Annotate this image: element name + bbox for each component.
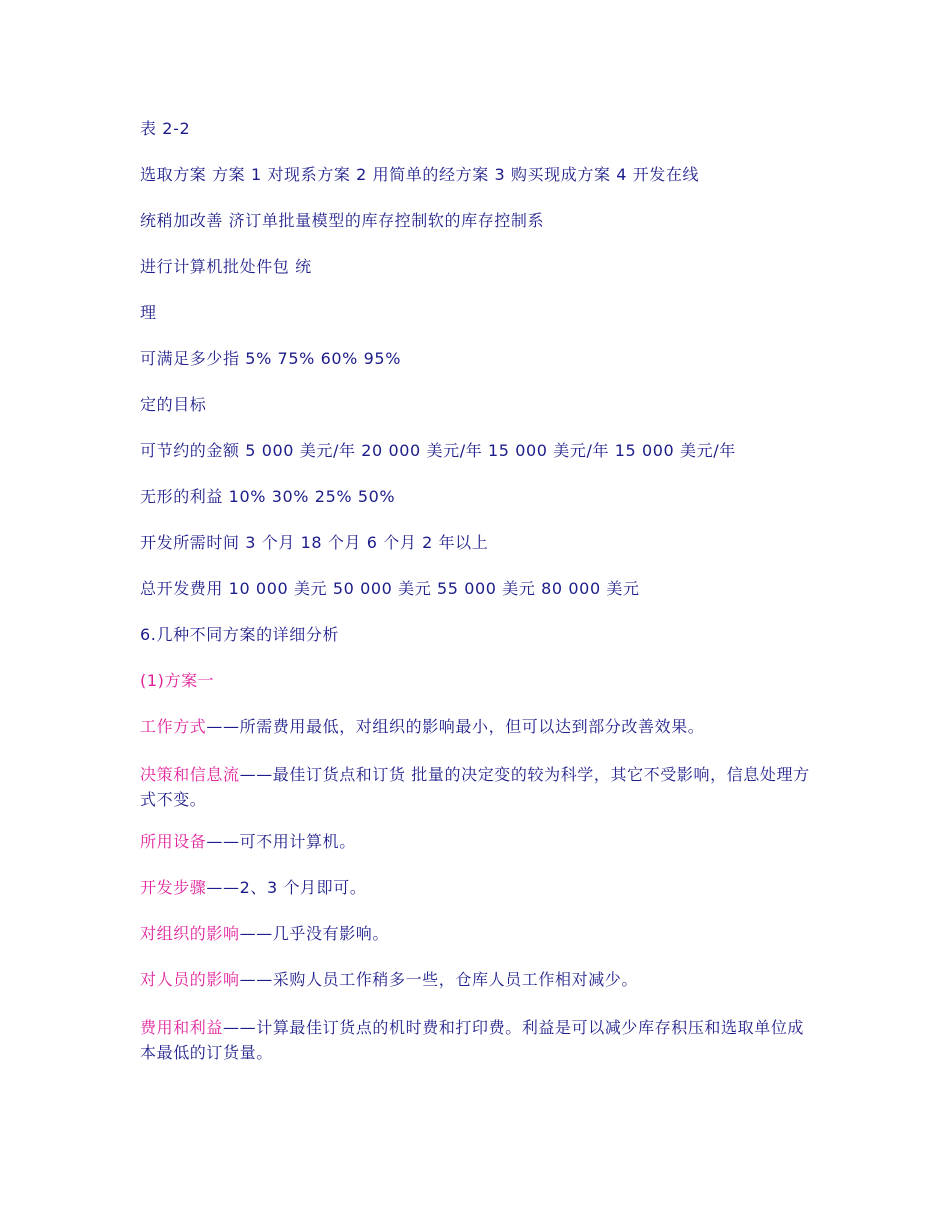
item-text: ——最佳订货点和订货 批量的决定变的较为科学，其它不受影响，信息处理方式不变。 <box>140 765 810 809</box>
document-page <box>140 118 820 1084</box>
item-text: ——所需费用最低，对组织的影响最小，但可以达到部分改善效果。 <box>206 717 705 736</box>
table-line: 可满足多少指 5% 75% 60% 95% <box>140 349 402 368</box>
table-line: 理 <box>140 303 157 322</box>
item-org-impact <box>140 923 820 945</box>
item-equipment <box>140 831 820 853</box>
item-term: 决策和信息流 <box>140 765 240 784</box>
item-term: 对人员的影响 <box>140 970 240 989</box>
subsection-heading: (1)方案一 <box>140 671 215 690</box>
item-staff-impact <box>140 969 820 991</box>
item-text: ——计算最佳订货点的机时费和打印费。利益是可以减少库存积压和选取单位成本最低的订货量。 <box>140 1018 805 1062</box>
item-cost-benefit <box>140 1015 820 1065</box>
table-line: 总开发费用 10 000 美元 50 000 美元 55 000 美元 80 000 美元 <box>140 579 640 598</box>
table-label: 表 2-2 <box>140 119 191 138</box>
table-line: 无形的利益 10% 30% 25% 50% <box>140 487 396 506</box>
item-text: ——采购人员工作稍多一些，仓库人员工作相对减少。 <box>239 970 639 989</box>
section-heading: 6.几种不同方案的详细分析 <box>140 625 340 644</box>
item-decision-info-flow <box>140 762 820 812</box>
table-line: 开发所需时间 3 个月 18 个月 6 个月 2 年以上 <box>140 533 489 552</box>
item-term: 费用和利益 <box>140 1018 224 1037</box>
table-line: 可节约的金额 5 000 美元/年 20 000 美元/年 15 000 美元/年 15 000 美元/年 <box>140 441 736 460</box>
item-dev-steps <box>140 877 820 899</box>
item-work-mode <box>140 716 820 738</box>
table-line: 选取方案 方案 1 对现系方案 2 用简单的经方案 3 购买现成方案 4 开发在线 <box>140 165 700 184</box>
item-term: 对组织的影响 <box>140 924 240 943</box>
item-term: 工作方式 <box>140 717 207 736</box>
item-text: ——2、3 个月即可。 <box>206 878 367 897</box>
table-line: 统稍加改善 济订单批量模型的库存控制软的库存控制系 <box>140 211 545 230</box>
item-term: 所用设备 <box>140 832 207 851</box>
item-text: ——可不用计算机。 <box>206 832 356 851</box>
table-line: 进行计算机批处件包 统 <box>140 257 312 276</box>
item-term: 开发步骤 <box>140 878 207 897</box>
item-text: ——几乎没有影响。 <box>239 924 390 943</box>
table-line: 定的目标 <box>140 395 207 414</box>
